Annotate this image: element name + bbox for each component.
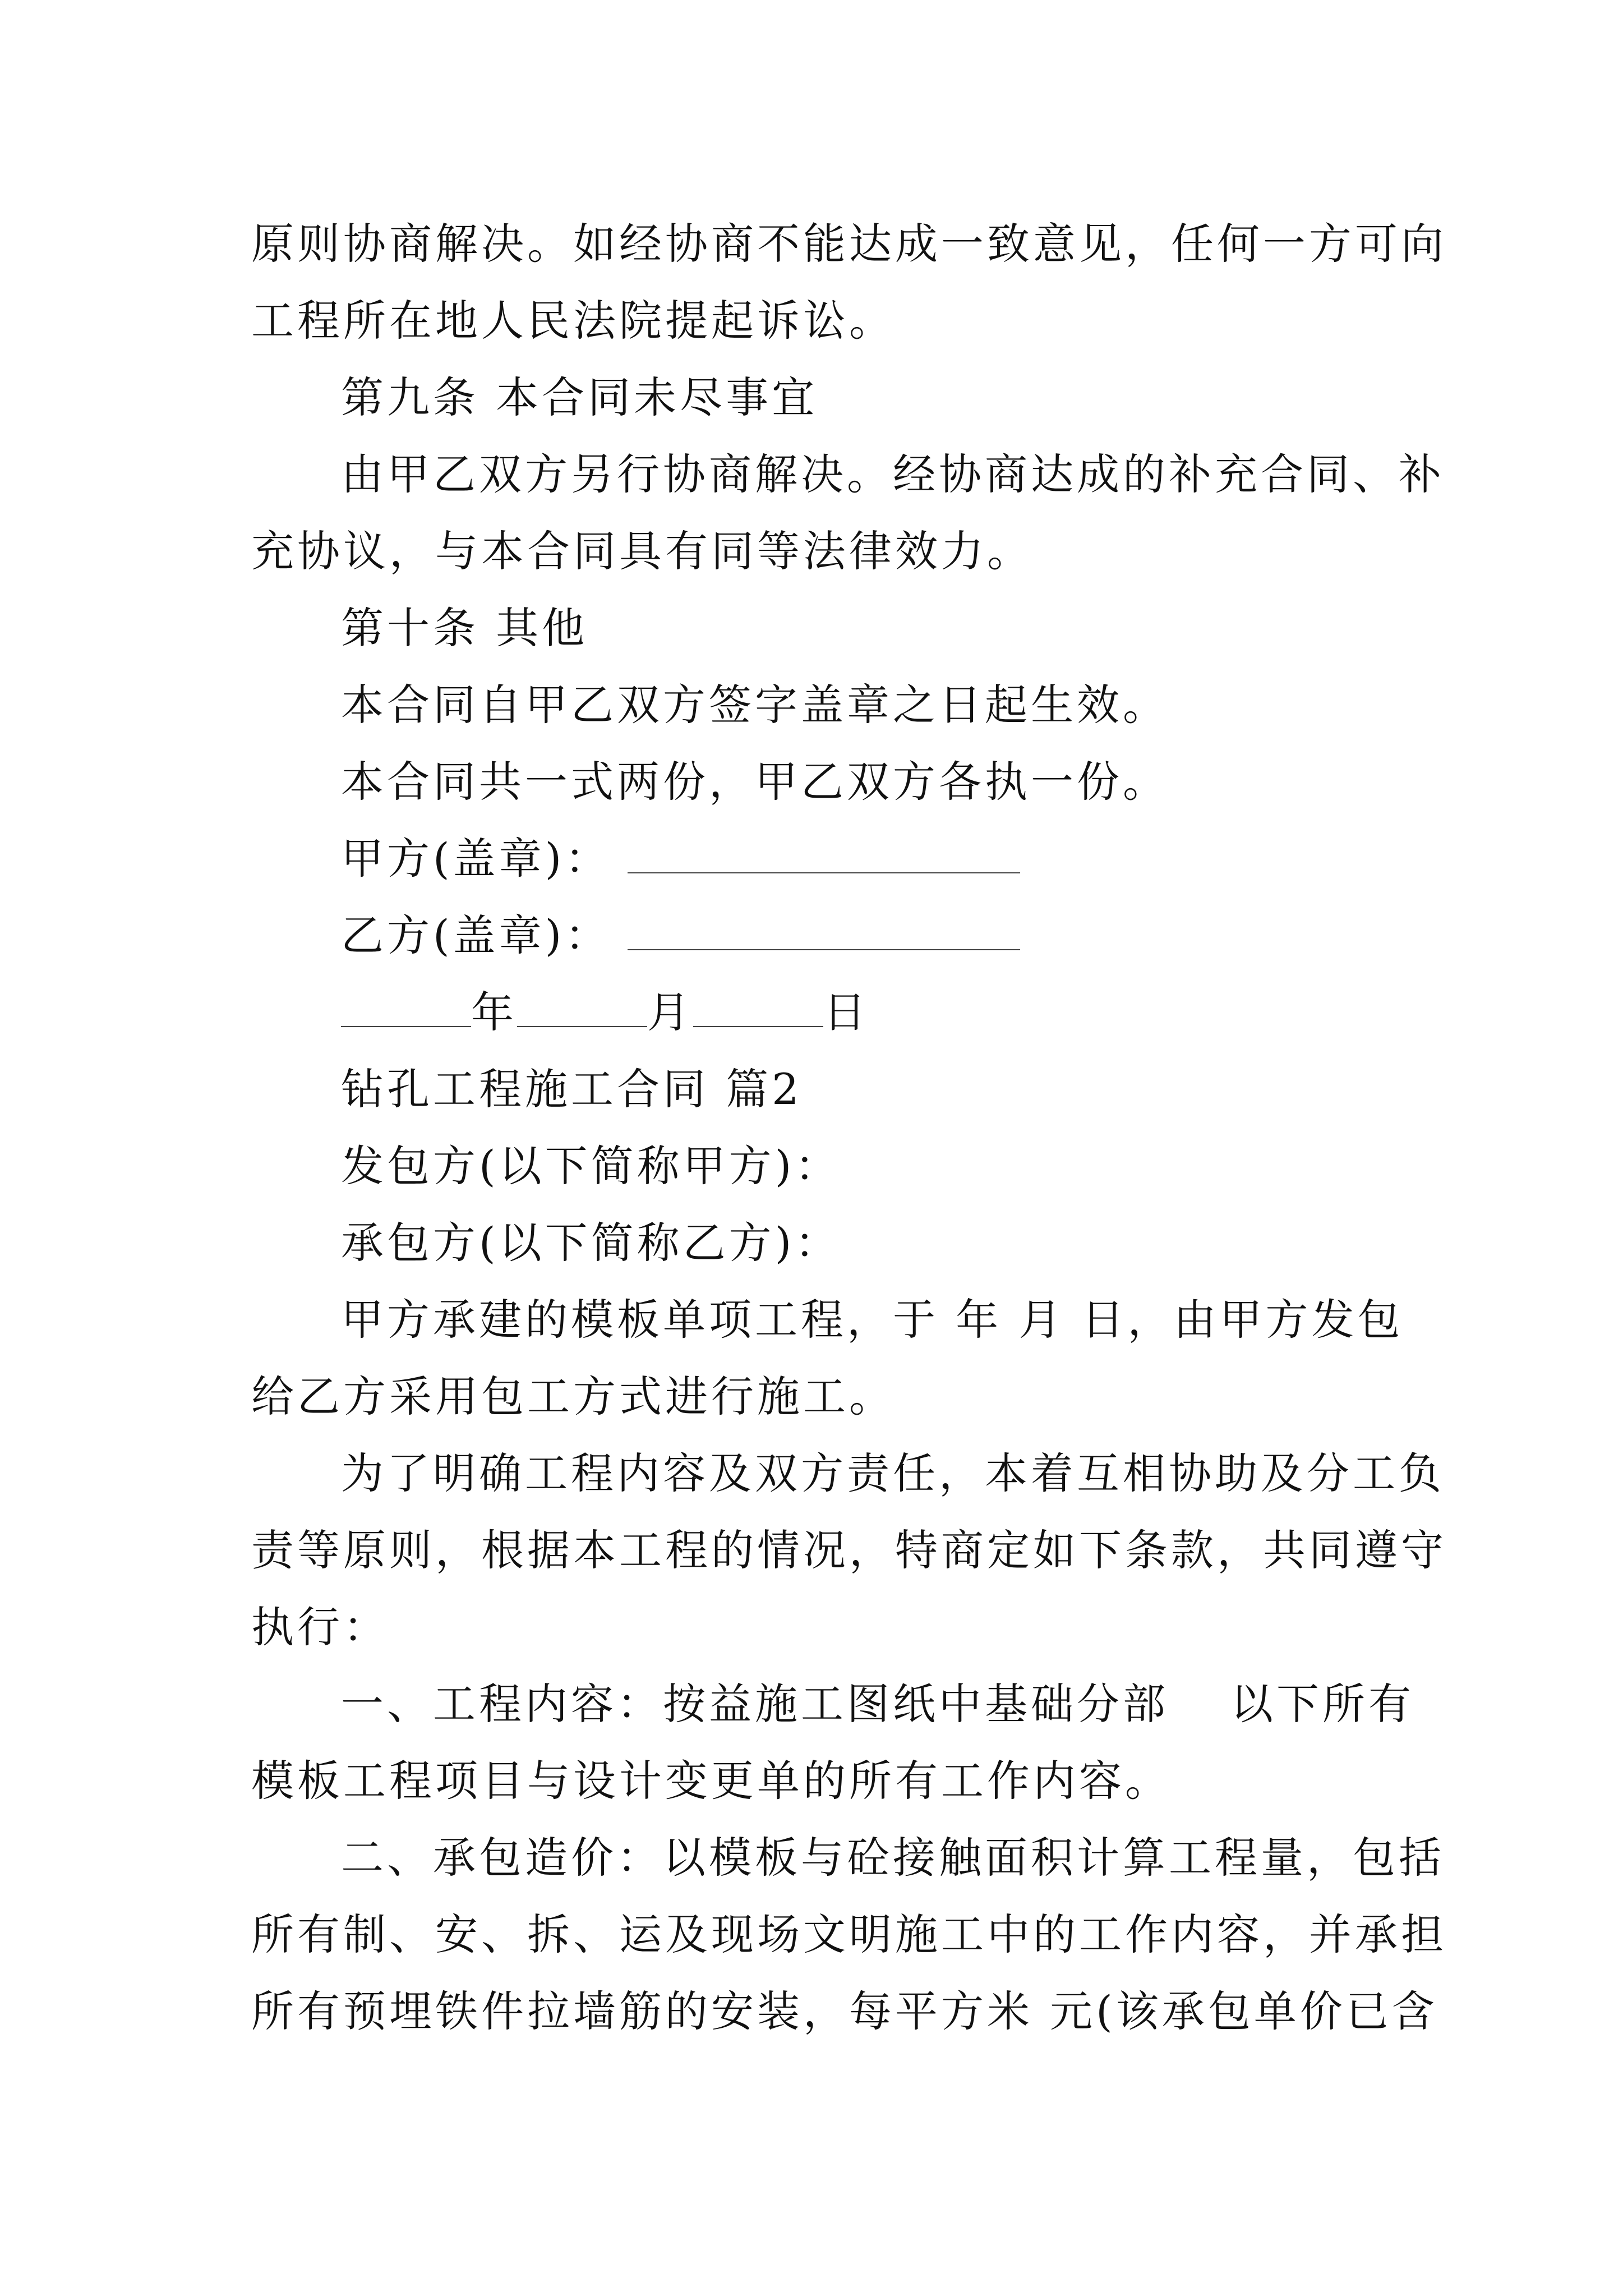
- month-label: 月: [647, 987, 693, 1037]
- text-line: 由甲乙双方另行协商解决。经协商达成的补充合同、补: [341, 449, 1445, 499]
- text-line: 原则协商解决。如经协商不能达成一致意见，任何一方可向: [251, 219, 1447, 269]
- text-line: 二、承包造价：以模板与砼接触面积计算工程量，包括: [341, 1833, 1445, 1883]
- text-line: 模板工程项目与设计变更单的所有工作内容。: [251, 1756, 1171, 1806]
- text-line: 执行：: [251, 1602, 389, 1652]
- year-label: 年: [471, 987, 517, 1037]
- text-line: 责等原则，根据本工程的情况，特商定如下条款，共同遵守: [251, 1525, 1447, 1575]
- day-blank[interactable]: [693, 992, 823, 1027]
- party-a-signature-row: [251, 820, 1378, 897]
- party-b-signature-field[interactable]: [628, 915, 1020, 950]
- text-line: 承包方(以下简称乙方)：: [341, 1218, 841, 1268]
- text-line: 本合同共一式两份，甲乙双方各执一份。: [341, 757, 1169, 807]
- text-line: 甲方承建的模板单项工程，于 年 月 日，由甲方发包: [341, 1295, 1404, 1345]
- text-line: 所有制、安、拆、运及现场文明施工中的工作内容，并承担: [251, 1910, 1447, 1959]
- party-a-signature-field[interactable]: [628, 839, 1020, 873]
- text-line: 给乙方采用包工方式进行施工。: [251, 1372, 895, 1421]
- section-title: 钻孔工程施工合同 篇2: [341, 1064, 803, 1114]
- text-line: 工程所在地人民法院提起诉讼。: [251, 296, 895, 346]
- text-line: 本合同自甲乙双方签字盖章之日起生效。: [341, 680, 1169, 730]
- text-segment: 以下所有: [1230, 1679, 1414, 1729]
- month-blank[interactable]: [517, 992, 647, 1027]
- text-line: 所有预埋铁件拉墙筋的安装，每平方米 元(该承包单价已含: [251, 1986, 1438, 2036]
- year-blank[interactable]: [341, 992, 471, 1027]
- text-line: 为了明确工程内容及双方责任，本着互相协助及分工负: [341, 1448, 1445, 1498]
- document-body: [251, 205, 1447, 2050]
- text-line: 发包方(以下简称甲方)：: [341, 1141, 841, 1191]
- article-heading: 第九条 本合同未尽事宜: [341, 372, 818, 422]
- article-heading: 第十条 其他: [341, 603, 588, 653]
- party-b-label: 乙方(盖章)：: [341, 910, 611, 960]
- party-b-signature-row: [251, 897, 1378, 974]
- text-line: [251, 1665, 1414, 1742]
- text-line: 充协议，与本合同具有同等法律效力。: [251, 526, 1033, 576]
- day-label: 日: [823, 987, 869, 1037]
- party-a-label: 甲方(盖章)：: [341, 834, 611, 884]
- date-row: [251, 974, 1378, 1051]
- text-segment: 一、工程内容：按益施工图纸中基础分部: [341, 1679, 1169, 1729]
